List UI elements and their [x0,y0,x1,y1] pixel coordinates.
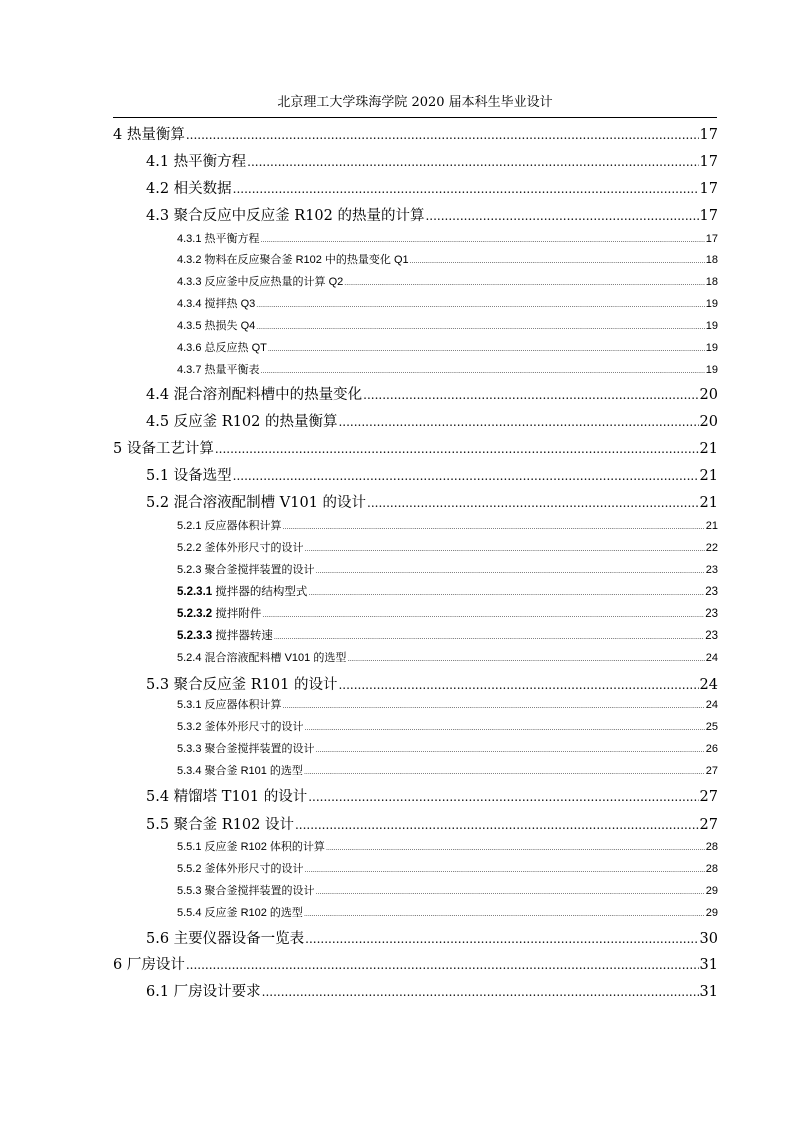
toc-entry-text: 搅拌附件 [212,608,262,620]
toc-entry[interactable] [177,838,718,856]
toc-entry-title: 5.3.4 聚合釜 R101 的选型 [177,765,303,777]
toc-entry[interactable] [177,295,718,313]
toc-entry[interactable] [113,437,718,459]
toc-page-number: 31 [699,984,718,1000]
toc-entry[interactable] [177,740,718,758]
toc-dot-leader [283,524,705,531]
toc-entry-title: 4.3 聚合反应中反应釜 R102 的热量的计算 [146,208,425,224]
toc-entry-title: 5.6 主要仪器设备一览表 [146,931,305,947]
toc-dot-leader [363,388,698,402]
toc-entry[interactable] [177,583,718,601]
toc-entry-title: 4.3.1 热平衡方程 [177,233,260,245]
toc-entry-title: 5.5.1 反应釜 R102 体积的计算 [177,841,325,853]
toc-entry-title: 5.2.3 聚合釜搅拌装置的设计 [177,564,315,576]
toc-entry[interactable] [146,410,718,432]
toc-entry-title: 5.5.4 反应釜 R102 的选型 [177,907,303,919]
toc-dot-leader [261,237,705,244]
toc-page-number: 21 [699,495,718,511]
toc-entry-text: 搅拌器的结构型式 [212,586,308,598]
toc-entry-title: 5.2.4 混合溶液配料槽 V101 的选型 [177,652,347,664]
toc-entry[interactable] [177,649,718,667]
toc-dot-leader [262,612,704,619]
toc-entry[interactable] [177,860,718,878]
toc-entry[interactable] [177,517,718,535]
toc-entry[interactable] [177,762,718,780]
toc-entry[interactable] [177,718,718,736]
toc-entry-title: 5.3.3 聚合釜搅拌装置的设计 [177,743,315,755]
toc-entry-text: 搅拌器转速 [212,630,273,642]
toc-page-number: 17 [699,181,718,197]
toc-page-number: 24 [705,652,718,664]
toc-dot-leader [233,469,699,483]
toc-entry-title [177,583,307,599]
toc-dot-leader [215,442,699,456]
toc-entry-title [177,605,261,621]
toc-entry[interactable] [177,230,718,248]
toc-dot-leader [274,634,704,641]
toc-entry[interactable] [146,464,718,486]
toc-page-number: 24 [699,677,718,693]
toc-page-number: 19 [705,298,718,310]
toc-entry[interactable] [146,980,718,1002]
toc-entry-title: 5.3 聚合反应釜 R101 的设计 [146,677,338,693]
toc-entry[interactable] [177,882,718,900]
toc-entry-title: 5.5.2 釜体外形尺寸的设计 [177,863,304,875]
toc-entry[interactable] [146,204,718,226]
toc-dot-leader [338,415,698,429]
toc-page-number: 18 [705,254,718,266]
toc-page-number: 26 [705,743,718,755]
toc-page-number: 20 [699,387,718,403]
toc-entry-title: 4 热量衡算 [113,127,185,143]
toc-entry-title [177,627,273,643]
toc-entry-title: 5.2.2 釜体外形尺寸的设计 [177,542,304,554]
toc-page-number: 24 [705,699,718,711]
toc-dot-leader [283,703,705,710]
toc-page-number: 25 [705,721,718,733]
toc-dot-leader [233,182,699,196]
toc-dot-leader [304,769,705,776]
toc-page-number: 23 [705,564,718,576]
toc-dot-leader [305,546,705,553]
toc-page-number: 19 [705,364,718,376]
toc-page-number: 28 [705,863,718,875]
toc-page-number: 29 [705,907,718,919]
toc-dot-leader [425,209,698,223]
toc-entry-title: 4.3.4 搅拌热 Q3 [177,298,256,310]
toc-entry-title: 5 设备工艺计算 [113,441,214,457]
toc-entry-title: 5.3.2 釜体外形尺寸的设计 [177,721,304,733]
toc-dot-leader [305,725,705,732]
toc-entry[interactable] [113,123,718,145]
toc-entry[interactable] [177,251,718,269]
toc-page-number: 20 [699,414,718,430]
toc-entry[interactable] [146,813,718,835]
toc-dot-leader [261,368,705,375]
toc-page-number: 19 [705,320,718,332]
toc-entry[interactable] [177,561,718,579]
toc-entry[interactable] [146,785,718,807]
toc-page-number: 17 [699,127,718,143]
toc-dot-leader [316,568,705,575]
toc-entry[interactable] [177,904,718,922]
toc-dot-leader [367,496,699,510]
toc-entry[interactable] [146,673,718,695]
toc-dot-leader [316,747,705,754]
toc-entry-title: 6.1 厂房设计要求 [146,984,261,1000]
toc-entry[interactable] [177,627,718,645]
toc-entry-title: 4.5 反应釜 R102 的热量衡算 [146,414,338,430]
toc-dot-leader [256,302,704,309]
toc-entry-title: 6 厂房设计 [113,957,185,973]
toc-dot-leader [344,280,704,287]
toc-entry[interactable] [177,605,718,623]
toc-entry-title: 4.4 混合溶剂配料槽中的热量变化 [146,387,363,403]
toc-dot-leader [347,656,704,663]
toc-dot-leader [338,678,698,692]
toc-dot-leader [247,155,698,169]
toc-dot-leader [256,324,704,331]
toc-entry[interactable] [146,491,718,513]
page-header: 北京理工大学珠海学院 2020 届本科生毕业设计 [277,95,553,110]
toc-entry-title: 4.3.5 热损失 Q4 [177,320,256,332]
toc-entry-title: 4.3.6 总反应热 QT [177,342,267,354]
toc-entry-title: 4.3.2 物料在反应聚合釜 R102 中的热量变化 Q1 [177,254,409,266]
toc-entry-title: 5.5 聚合釜 R102 设计 [146,817,294,833]
toc-entry[interactable] [146,383,718,405]
toc-entry-number: 5.2.3.3 [177,630,213,642]
toc-entry[interactable] [177,539,718,557]
toc-dot-leader [410,258,705,265]
toc-page-number: 17 [699,154,718,170]
toc-entry[interactable] [146,150,718,172]
toc-page-number: 21 [699,468,718,484]
toc-entry-title: 5.2.1 反应器体积计算 [177,520,282,532]
toc-entry-title: 4.3.3 反应釜中反应热量的计算 Q2 [177,276,344,288]
toc-dot-leader [308,590,704,597]
toc-dot-leader [304,911,705,918]
toc-page-number: 23 [705,608,718,620]
toc-page-number: 30 [699,931,718,947]
toc-entry[interactable] [177,317,718,335]
toc-entry-title: 5.5.3 聚合釜搅拌装置的设计 [177,885,315,897]
toc-page-number: 17 [705,233,718,245]
toc-page-number: 23 [705,586,718,598]
toc-page-number: 17 [699,208,718,224]
toc-entry-title: 5.1 设备选型 [146,468,232,484]
toc-page-number: 22 [705,542,718,554]
toc-entry-number: 5.2.3.2 [177,608,213,620]
toc-entry-title: 4.1 热平衡方程 [146,154,247,170]
toc-dot-leader [262,985,699,999]
toc-dot-leader [316,889,705,896]
toc-entry[interactable] [177,361,718,379]
toc-dot-leader [305,932,698,946]
toc-dot-leader [268,346,705,353]
toc-page-number: 19 [705,342,718,354]
toc-entry[interactable] [177,339,718,357]
toc-entry-title: 5.2 混合溶液配制槽 V101 的设计 [146,495,367,511]
toc-entry[interactable] [177,273,718,291]
toc-page-number: 21 [705,520,718,532]
toc-page-number: 31 [699,957,718,973]
toc-entry[interactable] [146,177,718,199]
toc-page-number: 28 [705,841,718,853]
toc-dot-leader [186,128,699,142]
toc-entry-title: 4.3.7 热量平衡表 [177,364,260,376]
toc-dot-leader [295,818,699,832]
toc-page-number: 21 [699,441,718,457]
toc-page-number: 27 [699,789,718,805]
toc-entry[interactable] [146,927,718,949]
toc-page-number: 29 [705,885,718,897]
toc-dot-leader [186,958,699,972]
toc-dot-leader [308,790,698,804]
toc-entry-number: 5.2.3.1 [177,586,213,598]
toc-entry[interactable] [177,696,718,714]
toc-page-number: 27 [705,765,718,777]
toc-dot-leader [305,867,705,874]
toc-entry-title: 5.4 精馏塔 T101 的设计 [146,789,308,805]
toc-entry-title: 4.2 相关数据 [146,181,232,197]
toc-entry[interactable] [113,953,718,975]
toc-page-number: 18 [705,276,718,288]
toc-page-number: 27 [699,817,718,833]
toc-page-number: 23 [705,630,718,642]
toc-entry-title: 5.3.1 反应器体积计算 [177,699,282,711]
toc-dot-leader [326,845,705,852]
